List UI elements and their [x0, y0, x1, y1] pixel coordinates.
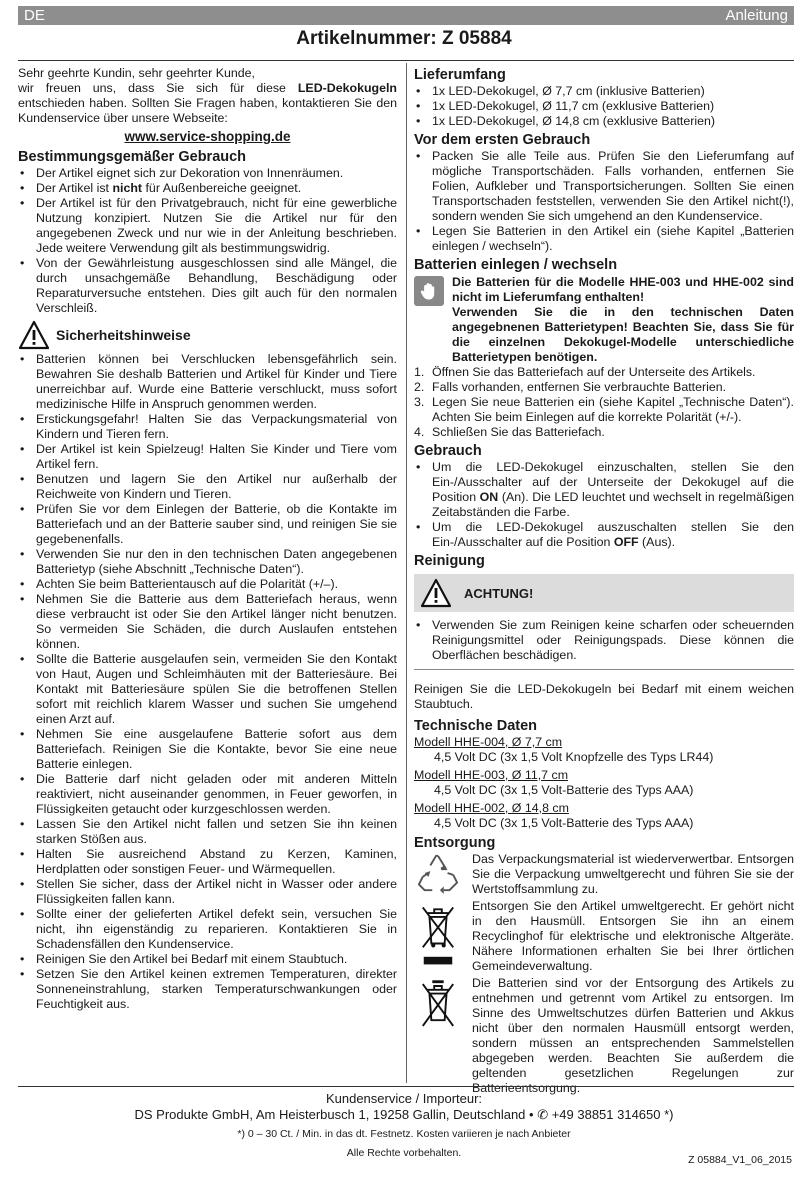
- model-label: Modell HHE-002, Ø 14,8 cm: [414, 801, 569, 815]
- column-divider: [406, 63, 407, 1083]
- list-item: • Nehmen Sie die Batterie aus dem Batteriefach heraus, wenn diese verbraucht ist oder Sie den Artikel länger nicht benutzen. So vermeiden Sie Schäden, die durch Auslaufen entstehen können.: [18, 592, 397, 652]
- section-title-tech-data: Technische Daten: [414, 718, 538, 734]
- list-item: • Reinigen Sie den Artikel bei Bedarf mit einem Staubtuch.: [18, 952, 397, 967]
- list-item: • Achten Sie beim Batterientausch auf die Polarität (+/–).: [18, 577, 397, 592]
- section-title-cleaning: Reinigung: [414, 553, 485, 569]
- hand-note-icon: [414, 276, 444, 306]
- attention-label: ACHTUNG!: [464, 585, 534, 601]
- battery-steps: [414, 365, 794, 440]
- list-item: • Der Artikel eignet sich zur Dekoration von Innenräumen.: [18, 166, 397, 181]
- disposal-batteries: Die Batterien sind vor der Entsorgung des Artikels zu entnehmen und getrennt vom Artikel zu entsorgen. Im Sinne des Umweltschutzes dürfen Batterien und Akkus nicht über den normalen Hausmüll entsorgt werden, sondern müssen an entsprechenden Sammelstellen abgegeben werden. Beachten Sie außerdem die geltenden gesetzlichen Regelungen zur Batterieentsorgung.: [414, 976, 794, 1096]
- list-item: • Halten Sie ausreichend Abstand zu Kerzen, Kaminen, Herdplatten oder sonstigen Feuer- und Wärmequellen.: [18, 847, 397, 877]
- battery-note-text: Die Batterien für die Modelle HHE-003 und HHE-002 sind nicht im Lieferumfang enthalten! Verwenden Sie die in den technischen Daten angegebnenen Batterietypen! Beachten Sie, dass Sie für die einzelnen Dekokugel-Modelle unterschiedliche Batterietypen benötigen.: [452, 275, 794, 364]
- model-spec: 4,5 Volt DC (3x 1,5 Volt-Batterie des Typs AAA): [434, 783, 694, 797]
- list-item: • 1x LED-Dekokugel, Ø 14,8 cm (exklusive Batterien): [414, 114, 794, 129]
- list-item: • Die Batterie darf nicht geladen oder mit anderen Mitteln reaktiviert, nicht auseinander genommen, in Feuer geworfen, in Flüssigkeiten getaucht oder kurzgeschlossen werden.: [18, 772, 397, 817]
- list-item: 3. Legen Sie neue Batterien ein (siehe Kapitel „Technische Daten“). Achten Sie beim Einlegen auf die korrekte Polarität (+/-).: [414, 395, 794, 424]
- rights-reserved: Alle Rechte vorbehalten.: [346, 1147, 462, 1159]
- footer-divider: [18, 1086, 794, 1087]
- warning-triangle-icon: [18, 320, 50, 350]
- service-label: Kundenservice / Importeur:: [325, 1091, 483, 1106]
- safety-header: [18, 320, 397, 350]
- section-title-usage: Gebrauch: [414, 443, 482, 459]
- section-title-batteries: Batterien einlegen / wechseln: [414, 257, 618, 273]
- intended-use-list: [18, 166, 397, 316]
- list-item: • Legen Sie Batterien in den Artikel ein (siehe Kapitel „Batterien einlegen / wechseln“).: [414, 224, 794, 254]
- list-item: • Von der Gewährleistung ausgeschlossen sind alle Mängel, die durch unsachgemäße Behandlung, Beschädigung oder Reparaturversuche entstehen. Dies gilt auch für den normalen Verschleiß.: [18, 256, 397, 316]
- header-bar: [18, 6, 794, 25]
- list-item: • Stellen Sie sicher, dass der Artikel nicht in Wasser oder andere Flüssigkeiten fallen kann.: [18, 877, 397, 907]
- list-item: • Setzen Sie den Artikel keinen extremen Temperaturen, direkter Sonneneinstrahlung, starken Temperaturschwankungen oder Feuchtigkeit aus.: [18, 967, 397, 1012]
- right-column: [414, 66, 794, 1098]
- list-item: • Der Artikel ist kein Spielzeug! Halten Sie Kinder und Tiere vom Artikel fern.: [18, 442, 397, 472]
- website-link[interactable]: www.service-shopping.de: [124, 129, 291, 144]
- attention-box: [414, 574, 794, 612]
- list-item: • Lassen Sie den Artikel nicht fallen und setzen Sie ihn keinen starken Stößen aus.: [18, 817, 397, 847]
- list-item: • Der Artikel ist nicht für Außenbereiche geeignet.: [18, 181, 397, 196]
- page-title: Artikelnummer: Z 05884: [296, 28, 512, 49]
- left-column: [18, 66, 397, 1012]
- recycle-icon: [414, 852, 462, 897]
- list-item: 2. Falls vorhanden, entfernen Sie verbrauchte Batterien.: [414, 380, 727, 394]
- language-label: DE: [24, 7, 45, 24]
- section-title-intended-use: Bestimmungsgemäßer Gebrauch: [18, 149, 247, 165]
- list-item: • Batterien können bei Verschlucken lebensgefährlich sein. Bewahren Sie deshalb Batterien und Artikel für Kinder und Tiere unerreichbar auf. Wurde eine Batterie verschluckt, muss sofort medizinische Hilfe in Anspruch genommen werden.: [18, 352, 397, 412]
- cleaning-text: Reinigen Sie die LED-Dekokugeln bei Bedarf mit einem weichen Staubtuch.: [414, 682, 794, 711]
- list-item: • Sollte einer der gelieferten Artikel defekt sein, versuchen Sie nicht, ihn eigenständig zu reparieren. Kontaktieren Sie in Schadensfällen den Kundenservice.: [18, 907, 397, 952]
- list-item: • 1x LED-Dekokugel, Ø 7,7 cm (inklusive Batterien): [414, 84, 794, 99]
- list-item: • Um die LED-Dekokugel auszuschalten stellen Sie den Ein-/Ausschalter auf die Position OFF (Aus).: [414, 520, 794, 550]
- list-item: • Packen Sie alle Teile aus. Prüfen Sie den Lieferumfang auf mögliche Transportschäden. Falls vorhanden, entfernen Sie Folien, Aufkleber und Transportsicherungen. Sollten Sie einen Transportschaden feststellen, verwenden Sie den Artikel nicht(!), sondern wenden Sie sich umgehend an den Kundenservice.: [414, 149, 794, 224]
- battery-bin-icon: [414, 976, 462, 1096]
- list-item: 4. Schließen Sie das Batteriefach.: [414, 425, 605, 439]
- battery-note: [414, 275, 794, 365]
- document-id: Z 05884_V1_06_2015: [688, 1154, 792, 1166]
- cleaning-warning-list: [414, 618, 794, 663]
- tech-spec: [414, 735, 794, 831]
- model-label: Modell HHE-003, Ø 11,7 cm: [414, 768, 569, 782]
- list-item: 1. Öffnen Sie das Batteriefach auf der Unterseite des Artikels.: [414, 365, 756, 379]
- safety-list: [18, 352, 397, 1012]
- doc-type-label: Anleitung: [725, 7, 788, 24]
- disposal-product: Entsorgen Sie den Artikel umweltgerecht. Er gehört nicht in den Hausmüll. Entsorgen Sie ihn an einem Recyclinghof für elektrische und elektronische Altgeräte. Nähere Informationen erhalten Sie bei Ihrer örtlichen Gemeindeverwaltung.: [414, 899, 794, 974]
- list-item: • Verwenden Sie zum Reinigen keine scharfen oder scheuernden Reinigungsmittel oder Reinigungspads. Diese können die Oberflächen beschädigen.: [414, 618, 794, 663]
- model-spec: 4,5 Volt DC (3x 1,5 Volt-Batterie des Typs AAA): [434, 816, 694, 830]
- importer-address: DS Produkte GmbH, Am Heisterbusch 1, 19258 Gallin, Deutschland • ✆ +49 38851 314650 *): [134, 1107, 674, 1122]
- model-spec: 4,5 Volt DC (3x 1,5 Volt Knopfzelle des Typs LR44): [434, 750, 714, 764]
- list-item: • Nehmen Sie eine ausgelaufene Batterie sofort aus dem Batteriefach. Reinigen Sie die Kontakte, bevor Sie eine neue Batterie einlegen.: [18, 727, 397, 772]
- title-divider: [18, 60, 794, 61]
- list-item: • Um die LED-Dekokugel einzuschalten, stellen Sie den Ein-/Ausschalter auf der Unterseite der Dekokugel auf die Position ON (An). Die LED leuchtet und wechselt in regelmäßigen Zeitabständen die Farbe.: [414, 460, 794, 520]
- list-item: • Verwenden Sie nur den in den technischen Daten angegebenen Batterietyp (siehe Abschnitt „Technische Daten“).: [18, 547, 397, 577]
- list-item: • 1x LED-Dekokugel, Ø 11,7 cm (exklusive Batterien): [414, 99, 794, 114]
- scope-list: [414, 84, 794, 129]
- first-use-list: [414, 149, 794, 254]
- warning-triangle-icon: [420, 578, 452, 608]
- list-item: • Prüfen Sie vor dem Einlegen der Batterie, ob die Kontakte im Batteriefach und an der Batterie sauber sind, und reinigen Sie sie gegebenenfalls.: [18, 502, 397, 547]
- section-title-scope: Lieferumfang: [414, 67, 506, 83]
- list-item: • Der Artikel ist für den Privatgebrauch, nicht für eine gewerbliche Nutzung konzipiert. Nutzen Sie die Artikel nur für den angegebenen Zweck und nur wie in der Anleitung beschrieben. Jede weitere Verwendung gilt als bestimmungswidrig.: [18, 196, 397, 256]
- model-label: Modell HHE-004, Ø 7,7 cm: [414, 735, 563, 749]
- section-title-disposal: Entsorgung: [414, 835, 496, 851]
- list-item: • Erstickungsgefahr! Halten Sie das Verpackungsmaterial von Kindern und Tieren fern.: [18, 412, 397, 442]
- section-title-first-use: Vor dem ersten Gebrauch: [414, 132, 591, 148]
- usage-list: [414, 460, 794, 550]
- intro-paragraph: wir freuen uns, dass Sie sich für diese LED-Dekokugeln entschieden haben. Sollten Sie Fragen haben, kontaktieren Sie den Kundenservice über unsere Webseite:: [18, 81, 397, 125]
- phone-cost-note: *) 0 – 30 Ct. / Min. in das dt. Festnetz. Kosten variieren je nach Anbieter: [237, 1128, 571, 1140]
- cleaning-divider: [414, 669, 794, 670]
- list-item: • Benutzen und lagern Sie den Artikel nur außerhalb der Reichweite von Kindern und Tieren.: [18, 472, 397, 502]
- weee-bin-icon: [414, 899, 462, 974]
- disposal-packaging: Das Verpackungsmaterial ist wiederverwertbar. Entsorgen Sie die Verpackung umweltgerecht und führen Sie sie der Wertstoffsammlung zu.: [414, 852, 794, 897]
- list-item: • Sollte die Batterie ausgelaufen sein, vermeiden Sie den Kontakt von Haut, Augen und Schleimhäuten mit der Batteriesäure. Bei Kontakt mit Batteriesäure spülen Sie die betroffenen Stellen sofort mit reichlich klarem Wasser und suchen Sie umgehend einen Arzt auf.: [18, 652, 397, 727]
- section-title-safety: Sicherheitshinweise: [56, 326, 191, 343]
- greeting: Sehr geehrte Kundin, sehr geehrter Kunde,: [18, 66, 255, 80]
